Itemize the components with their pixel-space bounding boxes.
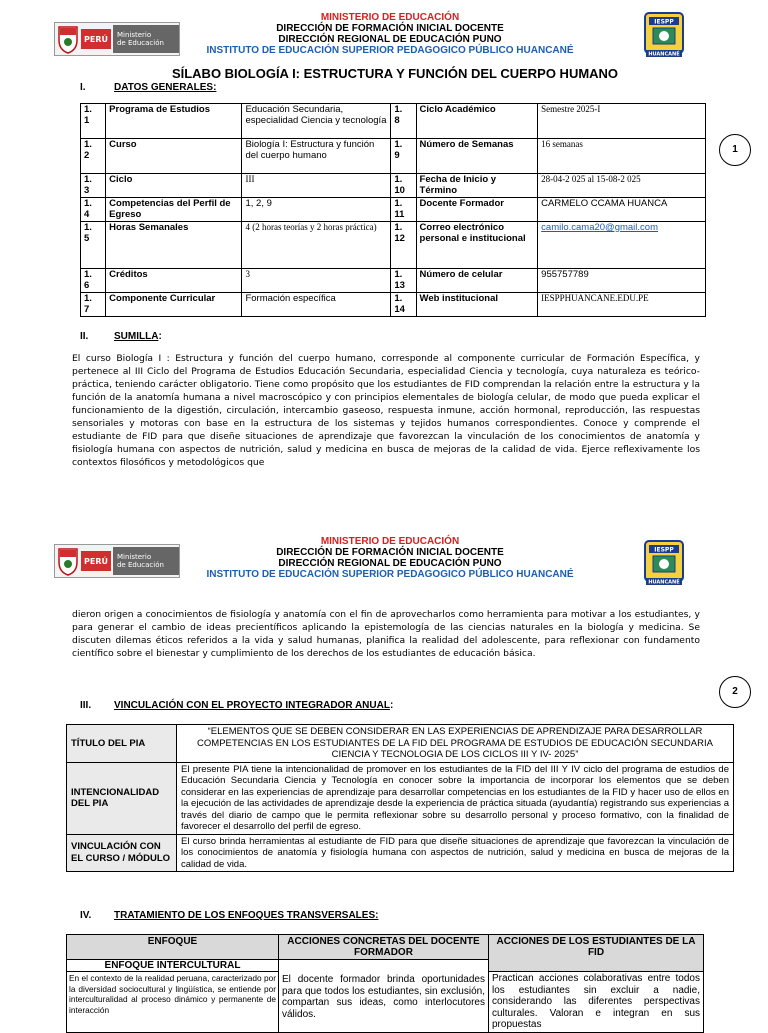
document-title: SÍLABO BIOLOGÍA I: ESTRUCTURA Y FUNCIÓN DEL CUERPO HUMANO	[171, 66, 619, 81]
institute-title: INSTITUTO DE EDUCACIÓN SUPERIOR PEDAGOGICO PÚBLICO HUANCANÉ	[206, 569, 574, 580]
item-key: Créditos	[106, 269, 242, 293]
item-value: IESPPHUANCANE.EDU.PE	[538, 293, 706, 317]
item-key: Horas Semanales	[106, 222, 242, 269]
section-1-heading: I. DATOS GENERALES:	[80, 82, 217, 93]
section-4-heading: IV. TRATAMIENTO DE LOS ENFOQUES TRANSVERSALES:	[80, 910, 379, 921]
item-value: CARMELO CCAMA HUANCA	[538, 198, 706, 222]
section-3-heading: III. VINCULACIÓN CON EL PROYECTO INTEGRADOR ANUAL:	[80, 700, 394, 711]
svg-text:HUANCANÉ: HUANCANÉ	[648, 579, 680, 586]
page-1	[0, 0, 768, 512]
table-row	[67, 834, 734, 872]
item-key: Web institucional	[416, 293, 538, 317]
item-key: Ciclo	[106, 174, 242, 198]
table-row	[81, 198, 706, 222]
pia-link-value: El curso brinda herramientas al estudiante de FID para que diseñe situaciones de aprendizaje que favorezcan la vinculación de los conocimientos de anatomía y fisiología humana con aspectos de nutrición, salud y medicina en busca de mejoras de la calidad de vida.	[177, 834, 734, 872]
item-value: 16 semanas	[538, 139, 706, 174]
email-link: camilo.cama20@gmail.com	[541, 222, 658, 233]
peru-shield-icon	[57, 24, 79, 54]
pia-link-key: VINCULACIÓN CON EL CURSO / MÓDULO	[67, 834, 177, 872]
item-value: 4 (2 horas teorías y 2 horas práctica)	[242, 222, 391, 269]
table-row	[81, 174, 706, 198]
peru-label: PERÚ	[81, 29, 111, 49]
item-number: 1. 13	[391, 269, 416, 293]
item-value: Formación específica	[242, 293, 391, 317]
pia-intent-key: INTENCIONALIDAD DEL PIA	[67, 762, 177, 834]
minedu-label: Ministerio de Educación	[113, 547, 179, 575]
item-number: 1. 6	[81, 269, 106, 293]
sumilla-paragraph: El curso Biología I : Estructura y función del cuerpo humano, corresponde al componente curricular de Formación Específica, y pertenece al III Ciclo del Programa de Estudios Educación Secundaria, especialidad Ciencia y tecnología, cuya naturaleza es teórico-práctica, teniendo carácter obligatorio. Tiene como propósito que los estudiantes de FID comprendan la relación entre la estructura y la función de la anatomía humana a nivel macroscópico y con principios elementales de biología celular, de modo que pueda explicar el funcionamiento de la digestión, circulación, intercambio gaseoso, respuesta inmune, acción hormonal, reproducción, las respuestas sensoriales y motoras con base en la estructura de los sistemas y tejidos humanos correspondientes. Conoce y comprende el estudiante de FID para que diseñe situaciones de aprendizaje que favorezcan la vinculación de los conocimientos de anatomía y fisiología humana con aspectos de nutrición, salud y medicina en busca de mejoras de la calidad de vida. Ejerce reflexivamente los contextos filosóficos y metodológicos que	[72, 353, 700, 468]
page-header	[0, 522, 768, 586]
item-key: Curso	[106, 139, 242, 174]
item-number: 1. 12	[391, 222, 416, 269]
sumilla-continuation: dieron origen a conocimientos de fisiología y anatomía con el fin de aprovecharlos como herramienta para motivar a los estudiantes, y para generar el cambio de ideas precientíficos aplicando la epistemología de las ciencias naturales en la biología y medicina. Se discuten dilemas éticos referidos a la vida y salud humanas, planifica la realidad del adolescente, para reflexionar con fundamento científico sobre el bienestar y cumplimiento de los derechos de los estudiantes de educación básica.	[72, 609, 700, 659]
table-row	[81, 104, 706, 139]
item-value: 955757789	[538, 269, 706, 293]
item-value[interactable]	[538, 222, 706, 269]
minedu-logo	[54, 22, 180, 56]
header-text	[180, 12, 600, 56]
pia-intent-value: El presente PIA tiene la intencionalidad de promover en los estudiantes de la FID del III Y IV ciclo del programa de estudios de Educación Secundaria Ciencia y Tecnología en conocer sobre la importancia de incorporar los elementos que se deben considerar en las experiencias de aprendizaje para desarrollar competencias en los estudiantes de la FID y hacer uso de ellos en la ejecución de las actividades de aprendizaje desde la experiencia de práctica situada (ayudantía) registrando sus experiencias a través del diario de campo que le permita reflexionar sobre su desarrollo personal y proceso formativo, con la finalidad de favorecer el desarrollo del perfil de egreso.	[177, 762, 734, 834]
ministry-title: MINISTERIO DE EDUCACIÓN	[320, 12, 460, 23]
item-number: 1. 14	[391, 293, 416, 317]
item-value: III	[242, 174, 391, 198]
col-header-enfoque: ENFOQUE	[67, 935, 279, 960]
institute-title: INSTITUTO DE EDUCACIÓN SUPERIOR PEDAGOGICO PÚBLICO HUANCANÉ	[206, 45, 574, 56]
col-header-docente: ACCIONES CONCRETAS DEL DOCENTE FORMADOR	[279, 935, 489, 960]
item-key: Número de Semanas	[416, 139, 538, 174]
item-number: 1. 5	[81, 222, 106, 269]
item-number: 1. 4	[81, 198, 106, 222]
ministry-title: MINISTERIO DE EDUCACIÓN	[320, 536, 460, 547]
svg-text:HUANCANÉ: HUANCANÉ	[648, 51, 680, 58]
regional-title: DIRECCIÓN REGIONAL DE EDUCACIÓN PUNO	[278, 34, 502, 45]
item-key: Fecha de Inicio y Término	[416, 174, 538, 198]
student-actions: Practican acciones colaborativas entre todos los estudiantes sin excluir a nadie, considerando las diferentes perspectivas culturales. Valoran e integran en sus propuestas	[489, 972, 704, 1033]
item-number: 1. 8	[391, 104, 416, 139]
docente-actions: El docente formador brinda oportunidades para que todos los estudiantes, sin exclusión, compartan sus ideas, como interlocutores válidos.	[279, 960, 489, 1033]
table-row	[67, 725, 734, 763]
direction-title: DIRECCIÓN DE FORMACIÓN INICIAL DOCENTE	[276, 23, 504, 34]
table-row	[67, 762, 734, 834]
general-data-table	[80, 103, 706, 317]
enfoques-table	[66, 934, 704, 1033]
svg-text:IESPP: IESPP	[654, 546, 674, 554]
institute-logo	[644, 12, 684, 58]
page-number-badge: 1	[719, 134, 751, 166]
page-number-badge: 2	[719, 676, 751, 708]
page-header	[0, 0, 768, 58]
institute-logo	[644, 540, 684, 586]
item-key: Correo electrónico personal e institucional	[416, 222, 538, 269]
item-number: 1. 11	[391, 198, 416, 222]
item-number: 1. 1	[81, 104, 106, 139]
item-key: Programa de Estudios	[106, 104, 242, 139]
minedu-logo	[54, 544, 180, 578]
table-header-row	[67, 935, 704, 960]
pia-table	[66, 724, 734, 872]
item-number: 1. 2	[81, 139, 106, 174]
svg-text:IESPP: IESPP	[654, 18, 674, 26]
item-number: 1. 7	[81, 293, 106, 317]
item-key: Número de celular	[416, 269, 538, 293]
table-row	[81, 293, 706, 317]
item-number: 1. 10	[391, 174, 416, 198]
item-key: Componente Curricular	[106, 293, 242, 317]
pia-title-value: “ELEMENTOS QUE SE DEBEN CONSIDERAR EN LAS EXPERIENCIAS DE APRENDIZAJE PARA DESARROLLAR COMPETENCIAS EN LOS ESTUDIANTES DE LA FID DEL PROGRAMA DE ESTUDIOS DE EDUCACIÓN SECUNDARIA CIENCIA Y TECNOLOGIA DE LOS CICLOS III Y IV- 2025”	[177, 725, 734, 763]
enfoque-intercultural-label: ENFOQUE INTERCULTURAL	[67, 960, 279, 972]
item-value: 3	[242, 269, 391, 293]
item-value: Semestre 2025-I	[538, 104, 706, 139]
enfoque-description: En el contexto de la realidad peruana, caracterizado por la diversidad sociocultural y lingüística, se entiende por interculturalidad al proceso dinámico y permanente de interacción	[67, 972, 279, 1033]
item-value: 1, 2, 9	[242, 198, 391, 222]
direction-title: DIRECCIÓN DE FORMACIÓN INICIAL DOCENTE	[276, 547, 504, 558]
header-text	[180, 536, 600, 580]
regional-title: DIRECCIÓN REGIONAL DE EDUCACIÓN PUNO	[278, 558, 502, 569]
item-value: Educación Secundaria, especialidad Ciencia y tecnología	[242, 104, 391, 139]
item-number: 1. 9	[391, 139, 416, 174]
table-row	[81, 269, 706, 293]
section-2-heading: II. SUMILLA:	[80, 331, 162, 342]
peru-label: PERÚ	[81, 551, 111, 571]
minedu-label: Ministerio de Educación	[113, 25, 179, 53]
pia-title-key: TÍTULO DEL PIA	[67, 725, 177, 763]
item-number: 1. 3	[81, 174, 106, 198]
item-value: 28-04-2 025 al 15-08-2 025	[538, 174, 706, 198]
table-row	[81, 139, 706, 174]
peru-shield-icon	[57, 546, 79, 576]
item-value: Biología I: Estructura y función del cuerpo humano	[242, 139, 391, 174]
item-key: Docente Formador	[416, 198, 538, 222]
item-key: Ciclo Académico	[416, 104, 538, 139]
col-header-estudiantes: ACCIONES DE LOS ESTUDIANTES DE LA FID	[489, 935, 704, 972]
table-row	[81, 222, 706, 269]
item-key: Competencias del Perfil de Egreso	[106, 198, 242, 222]
